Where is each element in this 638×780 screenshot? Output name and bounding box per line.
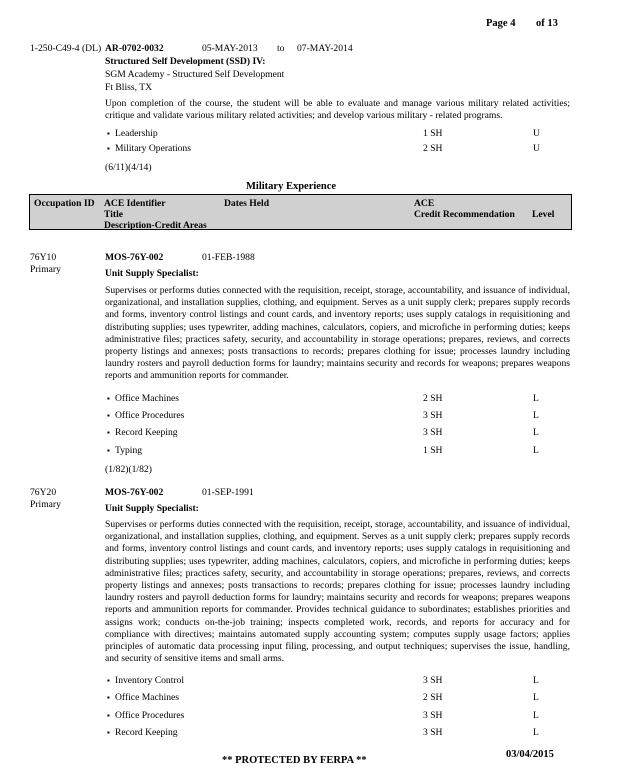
col-description-credit-areas: Description-Credit Areas [104, 220, 207, 231]
bullet-icon: ▪ [107, 676, 110, 685]
credit-level: L [533, 675, 539, 686]
course-date-to-label: to [277, 43, 285, 54]
credit-hours: 3 SH [423, 427, 443, 438]
col-level: Level [532, 209, 555, 220]
course-id: 1-250-C49-4 (DL) [30, 43, 102, 54]
course-date-code: (6/11)(4/14) [105, 162, 152, 173]
bullet-icon: ▪ [107, 394, 110, 403]
credit-level: L [533, 710, 539, 721]
occupation-ace-id: MOS-76Y-002 [105, 252, 164, 263]
credit-level: L [533, 427, 539, 438]
bullet-icon: ▪ [107, 711, 110, 720]
credit-level: L [533, 692, 539, 703]
col-title: Title [104, 209, 124, 220]
col-dates-held: Dates Held [224, 198, 270, 209]
bullet-icon: ▪ [107, 411, 110, 420]
credit-area: Office Machines [115, 393, 180, 404]
bullet-icon: ▪ [107, 428, 110, 437]
course-description: Upon completion of the course, the student will be able to evaluate and manage various military related activities; critique and validate various military related activities; and develop various military - related programs. [105, 98, 570, 122]
bullet-icon: ▪ [107, 144, 110, 153]
col-occupation-id: Occupation ID [34, 198, 95, 209]
course-title: Structured Self Development (SSD) IV: [105, 56, 266, 67]
credit-area: Office Procedures [115, 710, 185, 721]
credit-hours: 2 SH [423, 143, 443, 154]
credit-level: L [533, 445, 539, 456]
col-ace-identifier: ACE Identifier [104, 198, 166, 209]
credit-hours: 3 SH [423, 727, 443, 738]
table-header [29, 194, 572, 230]
credit-area: Leadership [115, 128, 158, 139]
credit-level: U [533, 128, 540, 139]
occupation-date: 01-FEB-1988 [202, 252, 255, 263]
col-ace: ACE [414, 198, 435, 209]
credit-hours: 1 SH [423, 445, 443, 456]
bullet-icon: ▪ [107, 693, 110, 702]
credit-hours: 3 SH [423, 710, 443, 721]
credit-area: Typing [115, 445, 143, 456]
section-title: Military Experience [246, 181, 337, 192]
page-number: Page 4 [486, 18, 516, 29]
credit-level: L [533, 727, 539, 738]
credit-level: L [533, 393, 539, 404]
course-date-to: 07-MAY-2014 [297, 43, 353, 54]
credit-hours: 3 SH [423, 410, 443, 421]
credit-area: Military Operations [115, 143, 191, 154]
occupation-date-code: (1/82)(1/82) [105, 464, 152, 475]
page-total: of 13 [536, 18, 558, 29]
course-school: SGM Academy - Structured Self Development [105, 69, 285, 80]
credit-hours: 2 SH [423, 692, 443, 703]
credit-hours: 1 SH [423, 128, 443, 139]
footer-date: 03/04/2015 [506, 749, 554, 760]
occupation-id: 76Y10 [30, 252, 57, 263]
credit-area: Inventory Control [115, 675, 185, 686]
course-location: Ft Bliss, TX [105, 82, 153, 93]
credit-area: Office Machines [115, 692, 180, 703]
occupation-title: Unit Supply Specialist: [105, 503, 199, 514]
occupation-title: Unit Supply Specialist: [105, 268, 199, 279]
occupation-description: Supervises or performs duties connected with the requisition, receipt, storage, accountability, and issuance of individual, organizational, and installation supplies, clothing, and equipment. Serves as a unit supply clerk; prepares supply records and forms, inventory control listings and count cards, and inventory reports; uses supply catalogs in requisitioning and distributing supplies; uses typewriter, adding machines, calculators, copiers, and microfiche in performing duties; keeps administrative files; practices safety, security, and accountability in storage operations; prepares, reviews, and corrects property listings and annexes; posts transactions to records; prepares clothing for issue; processes laundry including laundry rosters and payroll deduction forms for laundry; maintains security and records for weapons; prepares weapons reports and ammunition reports for commander. Provides technical guidance to subordinates; establishes priorities and assigns work; conducts on-the-job training; inspects completed work, records, and reports for accuracy and for compliance with directives; maintains automated supply accounting system; computes supply usage factors; applies principles of automatic data processing input filing, processing, and output techniques; supervises the issue, handling, and security of sensitive items and small arms. [105, 519, 570, 665]
occupation-id: 76Y20 [30, 487, 57, 498]
occupation-date: 01-SEP-1991 [202, 487, 254, 498]
credit-area: Record Keeping [115, 727, 178, 738]
credit-area: Office Procedures [115, 410, 185, 421]
credit-level: U [533, 143, 540, 154]
occupation-type: Primary [30, 264, 61, 275]
bullet-icon: ▪ [107, 728, 110, 737]
credit-hours: 2 SH [423, 393, 443, 404]
course-date-from: 05-MAY-2013 [202, 43, 258, 54]
credit-level: L [533, 410, 539, 421]
footer-ferpa: ** PROTECTED BY FERPA ** [222, 755, 367, 766]
credit-area: Record Keeping [115, 427, 178, 438]
occupation-ace-id: MOS-76Y-002 [105, 487, 164, 498]
bullet-icon: ▪ [107, 446, 110, 455]
occupation-description: Supervises or performs duties connected with the requisition, receipt, storage, accountability, and issuance of individual, organizational, and installation supplies, clothing, and equipment. Serves as a unit supply clerk; prepares supply records and forms, inventory control listings and count cards, and inventory reports; uses supply catalogs in requisitioning and distributing supplies; uses typewriter, adding machines, calculators, copiers, and microfiche in performing duties; keeps administrative files; practices safety, security, and accountability in storage operations; prepares, reviews, and corrects property listings and annexes; posts transactions to records; prepares clothing for issue; processes laundry including laundry rosters and payroll deduction forms for laundry; maintains security and records for weapons; prepares weapons reports and ammunition reports for commander. [105, 285, 570, 382]
occupation-type: Primary [30, 499, 61, 510]
bullet-icon: ▪ [107, 129, 110, 138]
col-credit-recommendation: Credit Recommendation [414, 209, 515, 220]
credit-hours: 3 SH [423, 675, 443, 686]
course-ace-id: AR-0702-0032 [105, 43, 164, 54]
